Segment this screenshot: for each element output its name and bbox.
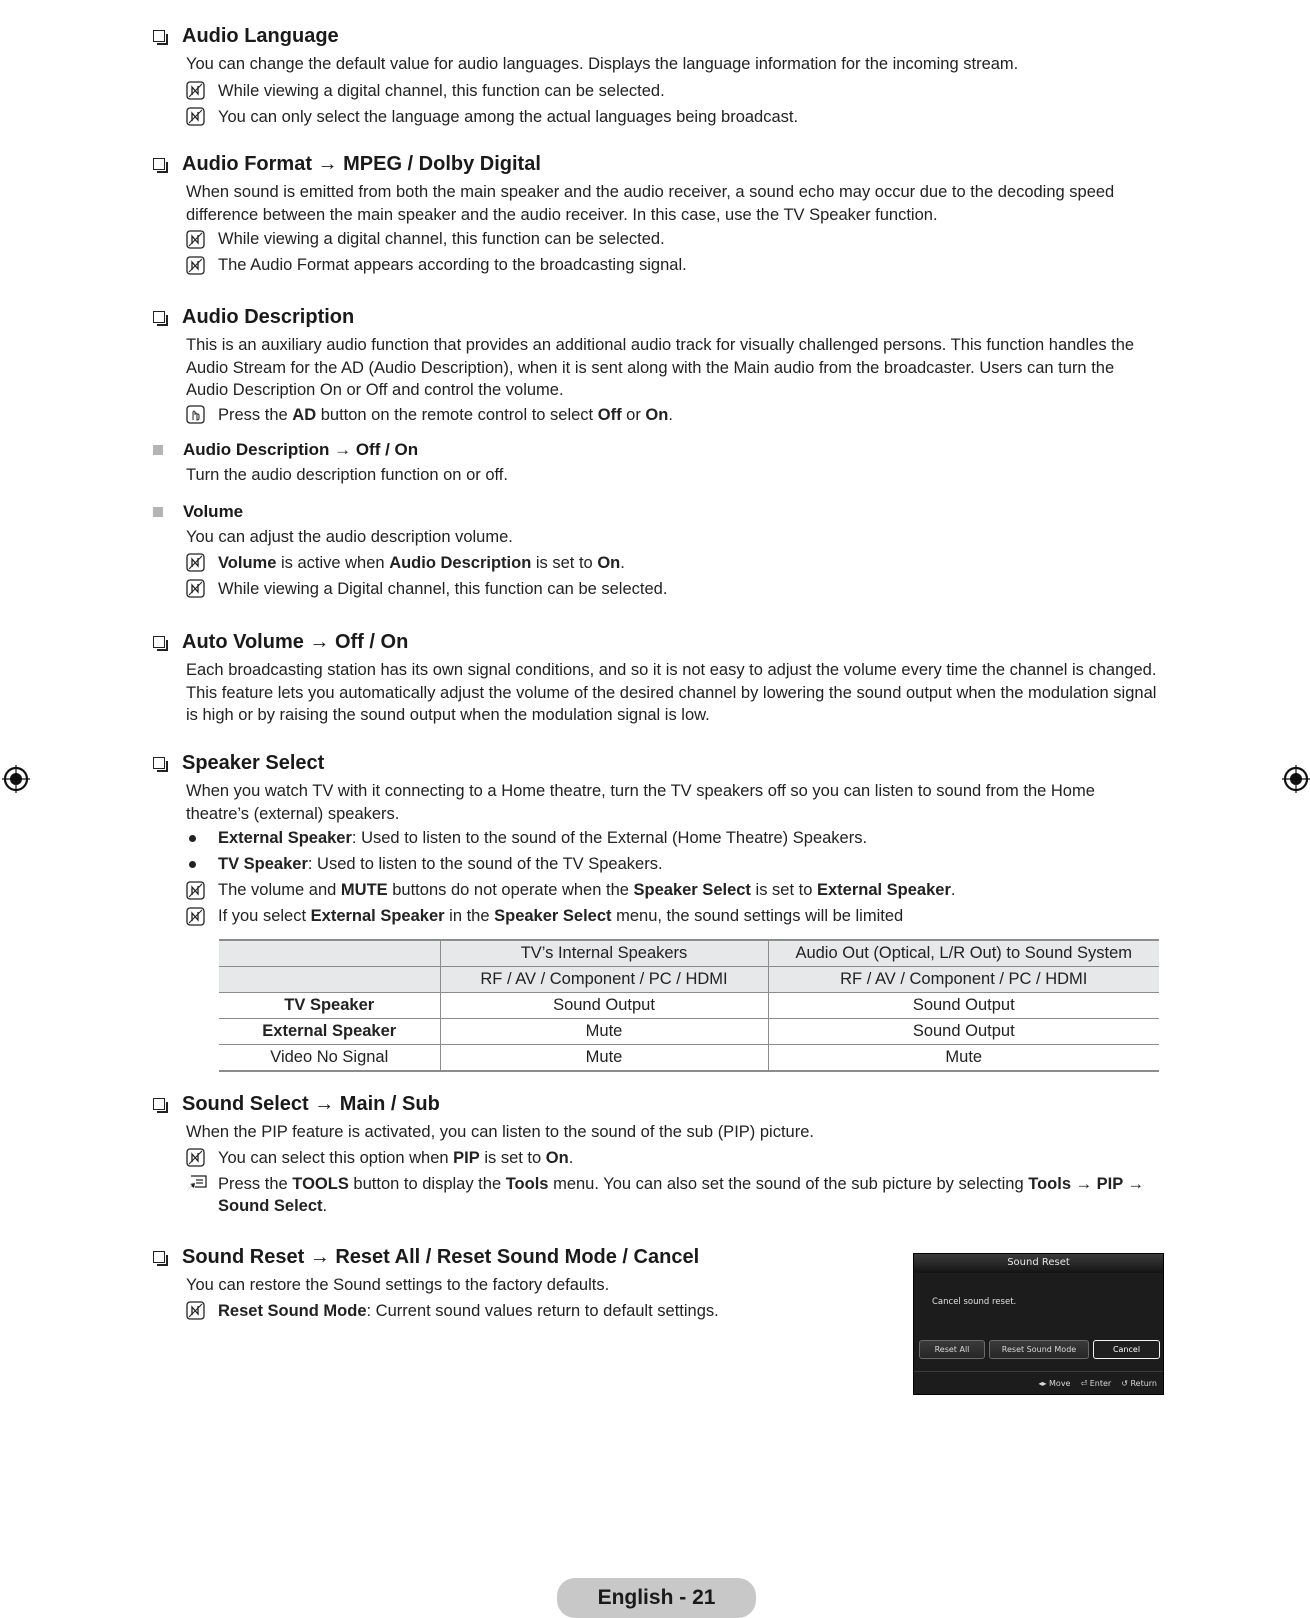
note-icon [186, 552, 218, 574]
checkbox-square-icon [153, 30, 165, 42]
note: While viewing a Digital channel, this function can be selected. [186, 578, 1158, 604]
note-icon [186, 80, 218, 102]
note-icon [186, 254, 218, 276]
checkbox-square-icon [153, 311, 165, 323]
table-header-row: RF / AV / Component / PC / HDMI RF / AV / Component / PC / HDMI [219, 967, 1159, 993]
note-icon [186, 879, 218, 901]
checkbox-square-icon [153, 636, 165, 648]
note-icon [186, 106, 218, 128]
tools-note: Press the TOOLS button to display the Tools menu. You can also set the sound of the sub picture by selecting Tools → PIP → Sound Select. [186, 1173, 1158, 1218]
note: The Audio Format appears according to the broadcasting signal. [186, 254, 1158, 280]
checkbox-square-icon [153, 1098, 165, 1110]
table-row: TV Speaker Sound Output Sound Output [219, 993, 1159, 1019]
section-description: Each broadcasting station has its own signal conditions, and so it is not easy to adjust the volume every time the channel is changed. This feature lets you automatically adjust the volume of the desired channel by lowering the sound output when the modulation signal is high or by raising the sound output when the modulation signal is low. [186, 661, 1157, 724]
remote-hand-icon [186, 404, 218, 426]
cancel-button[interactable]: Cancel [1093, 1340, 1160, 1359]
bullet-icon [189, 861, 196, 868]
reset-sound-mode-button[interactable]: Reset Sound Mode [989, 1340, 1089, 1359]
return-icon: ↺ [1121, 1378, 1128, 1388]
note-icon [186, 578, 218, 600]
section-sound-reset [153, 1244, 873, 1326]
note-icon [186, 228, 218, 250]
section-description: When sound is emitted from both the main speaker and the audio receiver, a sound echo may occur due to the decoding speed difference between the main speaker and the audio receiver. In this case, use the TV Speaker function. [186, 183, 1115, 224]
subsection-title-ad-off-on: Audio Description → Off / On [153, 438, 1158, 462]
note: You can only select the language among the actual languages being broadcast. [186, 106, 1158, 132]
reset-all-button[interactable]: Reset All [919, 1340, 985, 1359]
speaker-settings-table [219, 939, 1159, 1072]
section-speaker-select [153, 750, 1158, 931]
subsection-title-volume: Volume [153, 500, 1158, 524]
gray-square-icon [153, 445, 163, 455]
note-icon [186, 1147, 218, 1169]
section-title: Audio Language [153, 23, 1158, 49]
section-auto-volume [153, 629, 1158, 727]
section-description: When you watch TV with it connecting to a Home theatre, turn the TV speakers off so you can listen to sound from the Home theatre’s (external) speakers. [186, 782, 1095, 823]
note: While viewing a digital channel, this function can be selected. [186, 80, 1158, 106]
section-title: Sound Reset → Reset All / Reset Sound Mode / Cancel [153, 1244, 873, 1270]
registration-mark-right-icon [1282, 765, 1310, 793]
osd-footer: ◂▸ Move ⏎ Enter ↺ Return [914, 1371, 1163, 1394]
move-arrows-icon: ◂▸ [1038, 1378, 1047, 1388]
section-audio-format [153, 151, 1158, 280]
enter-icon: ⏎ [1080, 1378, 1088, 1388]
note-icon [186, 905, 218, 927]
section-description: This is an auxiliary audio function that provides an additional audio track for visually challenged persons. This function handles the Audio Stream for the AD (Audio Description), when it is sent along with the Main audio from the broadcaster. Users can turn the Audio Description On or Off and control the volume. [186, 336, 1135, 399]
checkbox-square-icon [153, 1251, 165, 1263]
subsection-description: Turn the audio description function on or off. [186, 465, 508, 484]
section-title: Auto Volume → Off / On [153, 629, 1158, 655]
sound-reset-osd-screen [913, 1253, 1164, 1395]
note-icon [186, 1300, 218, 1322]
subsection-description: You can adjust the audio description volume. [186, 528, 513, 546]
table-row: External Speaker Mute Sound Output [219, 1019, 1159, 1045]
section-description: You can change the default value for audio languages. Displays the language information for the incoming stream. [186, 55, 1019, 73]
note: You can select this option when PIP is set to On. [186, 1147, 1158, 1173]
checkbox-square-icon [153, 158, 165, 170]
section-sound-select [153, 1091, 1158, 1218]
section-title: Sound Select → Main / Sub [153, 1091, 1158, 1117]
note: Reset Sound Mode: Current sound values return to default settings. [186, 1300, 873, 1326]
bullet-item: External Speaker: Used to listen to the sound of the External (Home Theatre) Speakers. [186, 827, 1158, 853]
note: Volume is active when Audio Description is set to On. [186, 552, 1158, 578]
table-row: Video No Signal Mute Mute [219, 1045, 1159, 1072]
checkbox-square-icon [153, 757, 165, 769]
gray-square-icon [153, 507, 163, 517]
note: The volume and MUTE buttons do not operate when the Speaker Select is set to External Speaker. [186, 879, 1158, 905]
osd-message: Cancel sound reset. [932, 1297, 1017, 1307]
osd-button-row [919, 1340, 1160, 1359]
section-audio-language [153, 23, 1158, 132]
section-title: Audio Description [153, 304, 1158, 330]
section-title: Speaker Select [153, 750, 1158, 776]
tools-icon [186, 1173, 218, 1195]
note: While viewing a digital channel, this function can be selected. [186, 228, 1158, 254]
remote-note: Press the AD button on the remote control to select Off or On. [186, 404, 1158, 430]
section-description: When the PIP feature is activated, you can listen to the sound of the sub (PIP) picture. [186, 1123, 814, 1141]
note: If you select External Speaker in the Speaker Select menu, the sound settings will be limited [186, 905, 1158, 931]
registration-mark-left-icon [2, 765, 30, 793]
bullet-icon [189, 835, 196, 842]
page-number-label: English - 21 [557, 1578, 756, 1618]
osd-title: Sound Reset [914, 1254, 1163, 1273]
bullet-item: TV Speaker: Used to listen to the sound of the TV Speakers. [186, 853, 1158, 879]
section-title: Audio Format → MPEG / Dolby Digital [153, 151, 1158, 177]
table-header-row: TV’s Internal Speakers Audio Out (Optical, L/R Out) to Sound System [219, 940, 1159, 967]
section-description: You can restore the Sound settings to the factory defaults. [186, 1276, 610, 1294]
section-audio-description [153, 304, 1158, 604]
